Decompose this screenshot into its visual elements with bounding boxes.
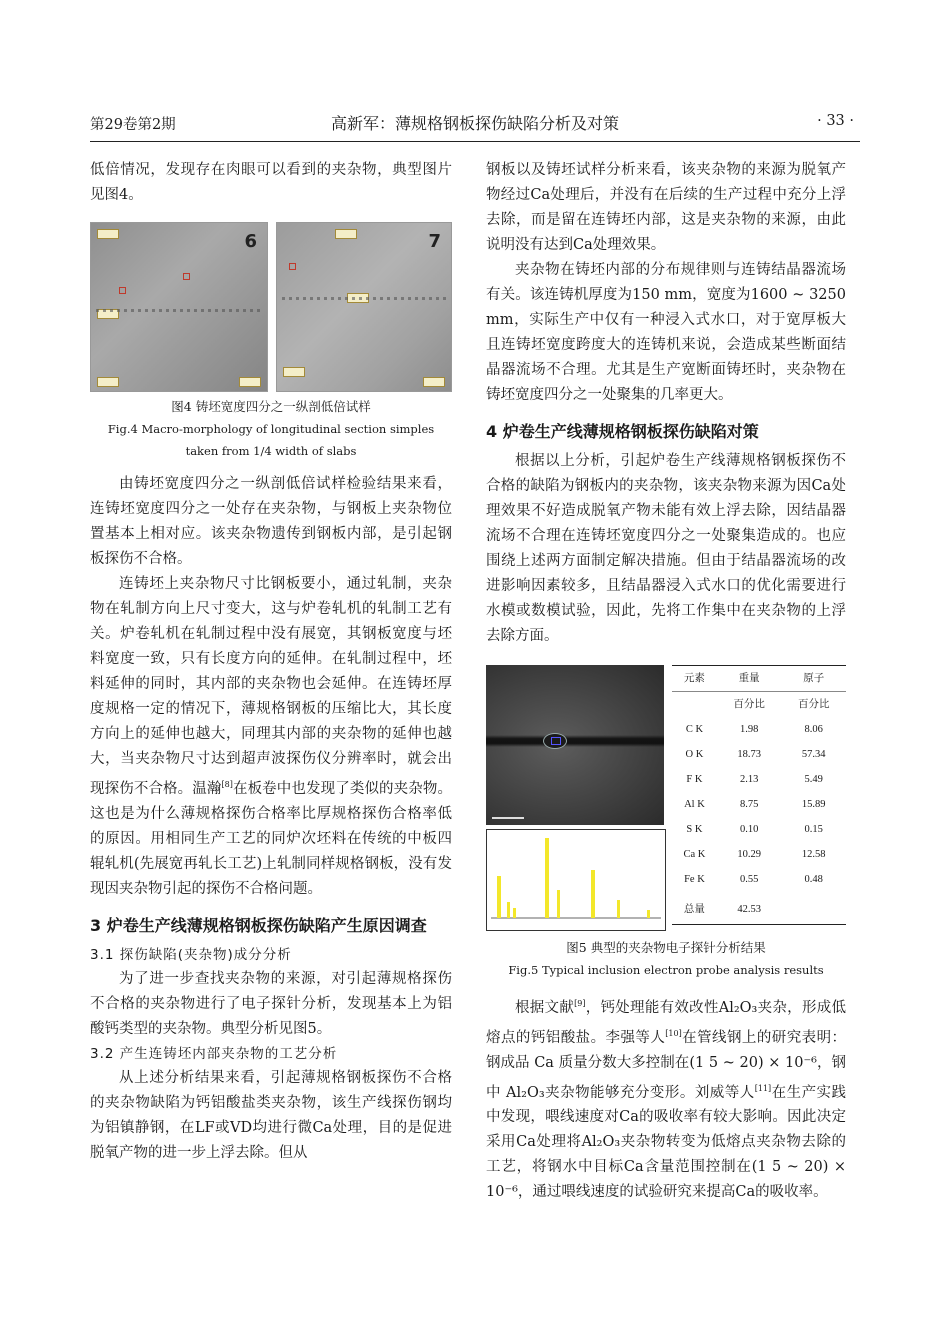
sem-micrograph bbox=[486, 665, 664, 825]
paragraph: 钢板以及铸坯试样分析来看，该夹杂物的来源为脱氧产物经过Ca处理后，并没有在后续的生产过程中充分上浮去除，而是留在连铸坯内部，这是夹杂物的来源，由此说明没有达到Ca处理效果。 bbox=[486, 162, 846, 253]
cell-weight: 2.13 bbox=[739, 774, 759, 785]
spectrum-peak bbox=[545, 838, 549, 918]
sample-label bbox=[97, 377, 119, 387]
column-subheader: 百分比 bbox=[797, 699, 830, 710]
paragraph: 从上述分析结果来看，引起薄规格钢板探伤不合格的夹杂物缺陷为钙铝酸盐类夹杂物，该生产线探伤钢均为铝镇静钢，在LF或VD均进行微Ca处理，目的是促进脱氧产物的进一步上浮去除。但从 bbox=[90, 1069, 452, 1161]
spectrum-peak bbox=[617, 900, 620, 918]
cell-atomic: 0.48 bbox=[804, 874, 823, 885]
slab-photo-1 bbox=[90, 222, 268, 392]
subsection-heading-3-2: 3.2 产生连铸坯内部夹杂物的工艺分析 bbox=[90, 1045, 338, 1062]
cell-element: Ca K bbox=[683, 849, 706, 860]
table-row bbox=[672, 717, 846, 742]
header-rule bbox=[90, 141, 860, 142]
figure-5-caption-cn: 图5 典型的夹杂物电子探针分析结果 bbox=[566, 940, 766, 955]
sample-label bbox=[97, 229, 119, 239]
paragraph: 低倍情况，发现存在肉眼可以看到的夹杂物，典型图片见图4。 bbox=[90, 162, 452, 203]
inclusion-streak bbox=[282, 297, 446, 300]
eds-spectrum bbox=[486, 829, 666, 931]
cell-atomic: 12.58 bbox=[801, 849, 826, 860]
left-column bbox=[90, 158, 452, 1166]
paragraph: 由铸坯宽度四分之一纵剖低倍试样检验结果来看，连铸坯宽度四分之一处存在夹杂物，与钢板上夹杂物位置基本上相对应。该夹杂物遗传到钢板内部，是引起钢板探伤不合格。 bbox=[90, 476, 452, 567]
header-volume: 第29卷第2期 bbox=[90, 117, 176, 133]
table-total-row bbox=[672, 892, 846, 924]
text-run: 根据文献 bbox=[515, 999, 575, 1016]
cell-atomic: 0.15 bbox=[804, 824, 823, 835]
text-run: 在生产实践中发现，喂线速度对Ca的吸收率有较大影响。因此决定采用Ca处理将Al₂O₃夹杂物转变为低熔点夹杂物去除的工艺，将钢水中目标Ca含量范围控制在(1 5 ~ 20) × 10⁻⁶，通过喂线速度的试验研究来提高Ca的吸收率。 bbox=[486, 1084, 847, 1201]
cell-weight: 0.10 bbox=[739, 824, 759, 835]
cell-total-label: 总量 bbox=[683, 904, 705, 915]
running-header bbox=[90, 113, 860, 139]
right-column bbox=[486, 158, 846, 1205]
table-row bbox=[672, 842, 846, 867]
photo-number: 7 bbox=[428, 231, 441, 252]
table-row bbox=[672, 792, 846, 817]
subsection-heading-3-1: 3.1 探伤缺陷(夹杂物)成分分析 bbox=[90, 946, 292, 963]
cell-weight: 0.55 bbox=[739, 874, 759, 885]
spectrum-peak bbox=[557, 890, 560, 918]
inclusion-mark bbox=[119, 287, 126, 294]
figure-5 bbox=[486, 665, 846, 933]
figure-4-caption-cn: 图4 铸坯宽度四分之一纵剖低倍试样 bbox=[171, 399, 371, 414]
probe-spot bbox=[551, 737, 561, 745]
table-row bbox=[672, 767, 846, 792]
cell-element: O K bbox=[685, 749, 704, 760]
column-header: 元素 bbox=[672, 666, 717, 692]
sample-label bbox=[283, 367, 305, 377]
figure-5-caption-en: Fig.5 Typical inclusion electron probe analysis results bbox=[508, 963, 824, 977]
table-row bbox=[672, 817, 846, 842]
inclusion-streak bbox=[96, 309, 262, 312]
cell-total-value: 42.53 bbox=[737, 904, 761, 915]
figure-4 bbox=[90, 222, 452, 392]
spectrum-peak bbox=[591, 870, 595, 918]
section-heading-4: 4 炉卷生产线薄规格钢板探伤缺陷对策 bbox=[486, 422, 759, 441]
column-subheader: 百分比 bbox=[733, 699, 765, 710]
cell-atomic: 8.06 bbox=[804, 724, 823, 735]
sample-label bbox=[335, 229, 357, 239]
paragraph: 夹杂物在铸坯内部的分布规律则与连铸结晶器流场有关。该连铸机厚度为150 mm，宽度为1600 ~ 3250 mm，实际生产中仅有一种浸入式水口，对于宽厚板大且连铸坯宽度跨度大的连铸机来说，会造成某些断面结晶器流场不合理。尤其是生产宽断面铸坯时，夹杂物在铸坯宽度四分之一处聚集的几率更大。 bbox=[486, 262, 846, 403]
cell-atomic: 5.49 bbox=[804, 774, 823, 785]
citation: [9] bbox=[574, 999, 586, 1008]
citation: [11] bbox=[754, 1083, 772, 1093]
cell-atomic: 57.34 bbox=[801, 749, 826, 760]
column-header: 重量 bbox=[717, 666, 782, 692]
paragraph bbox=[486, 991, 846, 1205]
paragraph bbox=[90, 572, 452, 902]
section-heading-3: 3 炉卷生产线薄规格钢板探伤缺陷产生原因调查 bbox=[90, 915, 427, 935]
slab-photo-2 bbox=[276, 222, 452, 392]
header-title: 高新军：薄规格钢板探伤缺陷分析及对策 bbox=[330, 114, 619, 133]
table-row bbox=[672, 742, 846, 767]
paragraph: 根据以上分析，引起炉卷生产线薄规格钢板探伤不合格的缺陷为钢板内的夹杂物，该夹杂物来源为因Ca处理效果不好造成脱氧产物未能有效上浮去除，因结晶器流场不合理在连铸坯宽度四分之一处聚集造成的。也应围绕上述两方面制定解决措施。但由于结晶器流场的改进影响因素较多，且结晶器浸入式水口的优化需要进行水模或数模试验，因此，先将工作集中在夹杂物的上浮去除方面。 bbox=[486, 453, 846, 644]
table-row bbox=[672, 867, 846, 892]
citation: [8] bbox=[221, 780, 233, 789]
paragraph: 为了进一步查找夹杂物的来源，对引起薄规格探伤不合格的夹杂物进行了电子探针分析，发现基本上为铝酸钙类型的夹杂物。典型分析见图5。 bbox=[90, 970, 452, 1037]
photo-number: 6 bbox=[244, 231, 257, 252]
cell-weight: 10.29 bbox=[737, 849, 761, 860]
cell-element: S K bbox=[686, 824, 703, 835]
cell-weight: 8.75 bbox=[739, 799, 759, 810]
cell-weight: 1.98 bbox=[739, 724, 759, 735]
column-header: 原子 bbox=[781, 666, 846, 692]
text-run: 在板卷中也发现了类似的夹杂物。这也是为什么薄规格探伤合格率比厚规格探伤合格率低的原因。用相同生产工艺的同炉次坯料在传统的中板四辊轧机(先展宽再轧长工艺)上轧制同样规格钢板，没有发现因夹杂物引起的探伤不合格问题。 bbox=[90, 780, 453, 897]
cell-atomic: 15.89 bbox=[801, 799, 826, 810]
scale-bar bbox=[492, 817, 524, 819]
figure-4-caption-en: Fig.4 Macro-morphology of longitudinal section simples taken from 1/4 width of slabs bbox=[107, 422, 435, 458]
inclusion-band bbox=[486, 735, 664, 747]
cell-element: Al K bbox=[684, 799, 705, 810]
spectrum-peak bbox=[507, 902, 510, 918]
text-run: 在管线钢上的研究表明：钢成品 Ca 质量分数大多控制在(1 5 ~ 20) × 10⁻⁶，钢中 Al₂O₃夹杂物能够充分变形。刘威等人 bbox=[486, 1029, 847, 1101]
sample-label bbox=[239, 377, 261, 387]
cell-element: C K bbox=[685, 724, 704, 735]
eds-composition-table bbox=[672, 665, 846, 925]
spectrum-peak bbox=[513, 908, 516, 918]
inclusion-mark bbox=[289, 263, 296, 270]
header-page-number: · 33 · bbox=[817, 113, 854, 129]
spectrum-peak bbox=[647, 910, 650, 918]
inclusion-mark bbox=[183, 273, 190, 280]
text-run: ，钙处理能有效改性Al₂O₃夹杂，形成低熔点的钙铝酸盐。李强等人 bbox=[486, 999, 846, 1046]
cell-element: F K bbox=[686, 774, 703, 785]
sample-label bbox=[423, 377, 445, 387]
spectrum-peak bbox=[497, 876, 501, 918]
cell-weight: 18.73 bbox=[737, 749, 761, 760]
cell-element: Fe K bbox=[684, 874, 705, 885]
citation: [10] bbox=[665, 1028, 682, 1038]
text-run: 连铸坯上夹杂物尺寸比钢板要小，通过轧制，夹杂物在轧制方向上尺寸变大，这与炉卷轧机的轧制工艺有关。炉卷轧机在轧制过程中没有展宽，其钢板宽度与坯料宽度一致，只有长度方向的延伸。在轧制过程中，坯料延伸的同时，其内部的夹杂物也会延伸。在连铸坯厚度规格一定的情况下，薄规格钢板的压缩比大，其长度方向上的延伸也越大，同理其内部的夹杂物的延伸也越大，当夹杂物尺寸达到超声波探伤仪分辨率时，就会出现探伤不合格。温瀚 bbox=[90, 576, 452, 797]
